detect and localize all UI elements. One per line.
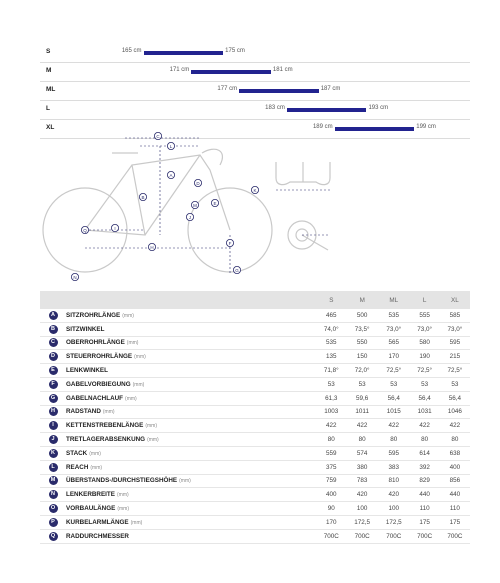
row-letter-badge: O <box>49 504 58 513</box>
diagram-marker-label: B <box>141 194 145 200</box>
table-cell: 700C <box>440 529 470 543</box>
row-letter-cell <box>40 309 66 322</box>
diagram-marker-label: I <box>114 225 116 231</box>
row-letter-badge: H <box>49 407 58 416</box>
row-label: TRETLAGERABSENKUNG <box>66 436 146 444</box>
diagram-marker-label: H <box>150 244 154 250</box>
row-unit: (mm) <box>125 395 137 402</box>
table-row <box>40 433 470 447</box>
table-cell: 559 <box>316 446 346 460</box>
row-letter-badge: C <box>49 338 58 347</box>
table-cell: 80 <box>440 433 470 447</box>
row-letter-cell <box>40 322 66 336</box>
row-label: GABELNACHLAUF <box>66 394 124 402</box>
size-max-height: 187 cm <box>320 86 341 92</box>
table-cell: 440 <box>440 488 470 502</box>
table-cell: 53 <box>378 377 410 391</box>
table-row <box>40 322 470 336</box>
row-letter-badge: D <box>49 352 58 361</box>
handlebar-diagram <box>268 150 338 195</box>
row-letter-badge: A <box>49 311 58 320</box>
table-cell: 783 <box>346 474 378 488</box>
diagram-marker-label: N <box>73 274 77 280</box>
row-label-cell <box>66 377 316 391</box>
table-cell: 73,0° <box>440 322 470 336</box>
table-cell: 61,3 <box>316 391 346 405</box>
table-cell: 56,4 <box>440 391 470 405</box>
row-letter-cell <box>40 433 66 447</box>
table-row <box>40 350 470 364</box>
table-cell: 190 <box>410 350 440 364</box>
size-min-height: 189 cm <box>312 124 333 130</box>
row-label: STACK <box>66 449 88 457</box>
table-cell: 72,5° <box>440 364 470 378</box>
row-label: OBERROHRLÄNGE <box>66 339 125 347</box>
table-cell: 80 <box>316 433 346 447</box>
row-label: REACH <box>66 463 89 471</box>
size-min-height: 183 cm <box>265 105 285 111</box>
table-cell: 80 <box>346 433 378 447</box>
table-cell: 1003 <box>316 405 346 419</box>
size-range-bar <box>191 70 271 74</box>
table-row <box>40 377 470 391</box>
size-max-height: 181 cm <box>272 67 293 73</box>
table-cell: 71,8° <box>316 364 346 378</box>
row-letter-badge: K <box>49 449 58 458</box>
row-unit: (mm) <box>132 381 145 388</box>
row-letter-badge: M <box>49 476 58 485</box>
row-letter-cell <box>40 364 66 378</box>
table-cell: 80 <box>378 433 410 447</box>
table-row <box>40 488 470 502</box>
table-row <box>40 391 470 405</box>
diagram-marker-label: J <box>188 214 192 220</box>
table-cell: 422 <box>316 419 346 433</box>
row-unit: (mm) <box>145 423 157 430</box>
bike-geometry-diagram <box>40 125 280 285</box>
table-cell: 440 <box>410 488 440 502</box>
table-cell: 383 <box>378 460 410 474</box>
diagram-marker-label: F <box>228 240 232 246</box>
table-cell: 595 <box>378 446 410 460</box>
size-label: M <box>46 67 52 74</box>
row-unit: (mm) <box>126 340 139 347</box>
table-cell: 422 <box>346 419 378 433</box>
row-label-cell <box>66 529 316 543</box>
row-unit: (mm) <box>90 464 103 471</box>
table-cell: 72,0° <box>346 364 378 378</box>
table-cell: 73,0° <box>410 322 440 336</box>
frame <box>85 155 230 235</box>
table-row <box>40 502 470 516</box>
size-row <box>40 82 470 101</box>
row-unit: (mm) <box>134 354 146 361</box>
table-cell: 400 <box>316 488 346 502</box>
table-cell: 150 <box>346 350 378 364</box>
row-letter-cell <box>40 350 66 364</box>
row-unit: (mm) <box>179 478 191 485</box>
table-cell: 422 <box>410 419 440 433</box>
row-label-cell <box>66 433 316 447</box>
row-letter-cell <box>40 377 66 391</box>
table-cell: 638 <box>440 446 470 460</box>
row-label: SITZWINKEL <box>66 325 105 333</box>
table-cell: 90 <box>316 502 346 516</box>
row-unit: (mm) <box>89 450 101 457</box>
size-range-bar <box>239 89 319 93</box>
row-label-cell <box>66 502 316 516</box>
row-label: LENKERBREITE <box>66 491 115 499</box>
table-cell: 53 <box>316 377 346 391</box>
row-letter-badge: I <box>49 421 58 430</box>
row-label: VORBAULÄNGE <box>66 505 116 513</box>
row-label-cell <box>66 419 316 433</box>
table-row <box>40 336 470 350</box>
table-cell: 555 <box>410 309 440 322</box>
table-cell: 829 <box>410 474 440 488</box>
table-header-blank <box>66 291 316 309</box>
table-cell: 72,5° <box>410 364 440 378</box>
diagram-marker-label: A <box>169 172 173 178</box>
table-cell: 420 <box>378 488 410 502</box>
table-header-size: M <box>346 291 378 309</box>
table-cell: 422 <box>378 419 410 433</box>
row-letter-cell <box>40 405 66 419</box>
table-cell: 53 <box>410 377 440 391</box>
row-letter-cell <box>40 502 66 516</box>
row-label-cell <box>66 391 316 405</box>
table-cell: 72,5° <box>378 364 410 378</box>
table-cell: 56,4 <box>378 391 410 405</box>
row-label-cell <box>66 309 316 322</box>
diagram-marker-label: K <box>253 187 257 193</box>
size-label: XL <box>46 124 55 131</box>
row-label-cell <box>66 405 316 419</box>
table-header-size: ML <box>378 291 410 309</box>
table-cell: 80 <box>410 433 440 447</box>
table-cell: 375 <box>316 460 346 474</box>
row-label: KETTENSTREBENLÄNGE <box>66 422 144 430</box>
row-label: RADDURCHMESSER <box>66 532 129 540</box>
table-cell: 550 <box>346 336 378 350</box>
table-cell: 700C <box>346 529 378 543</box>
row-unit: (mm) <box>130 519 143 526</box>
table-cell: 1011 <box>346 405 378 419</box>
table-cell: 380 <box>346 460 378 474</box>
row-letter-badge: Q <box>49 532 58 541</box>
row-letter-cell <box>40 336 66 350</box>
row-letter-badge: E <box>49 366 58 375</box>
row-letter-badge: J <box>49 435 58 444</box>
row-unit: (mm) <box>122 312 134 319</box>
row-letter-badge: N <box>49 490 58 499</box>
size-range-bar <box>287 108 367 112</box>
row-label-cell <box>66 336 316 350</box>
row-label: LENKWINKEL <box>66 367 108 375</box>
table-cell: 574 <box>346 446 378 460</box>
table-cell: 565 <box>378 336 410 350</box>
size-min-height: 177 cm <box>217 86 238 92</box>
table-cell: 1015 <box>378 405 410 419</box>
size-range-bar <box>335 127 415 131</box>
row-label-cell <box>66 515 316 529</box>
size-max-height: 175 cm <box>225 48 245 54</box>
table-cell: 110 <box>440 502 470 516</box>
row-unit: (mm) <box>117 506 129 513</box>
table-row <box>40 364 470 378</box>
table-cell: 100 <box>378 502 410 516</box>
diagram-marker-label: M <box>193 202 197 208</box>
size-max-height: 199 cm <box>416 124 436 130</box>
row-label-cell <box>66 350 316 364</box>
table-cell: 170 <box>316 515 346 529</box>
row-unit: (mm) <box>102 409 115 416</box>
diagram-marker-label: L <box>169 143 173 149</box>
table-cell: 759 <box>316 474 346 488</box>
table-header-size: XL <box>440 291 470 309</box>
table-cell: 1031 <box>410 405 440 419</box>
row-label-cell <box>66 488 316 502</box>
table-cell: 110 <box>410 502 440 516</box>
size-row <box>40 63 470 82</box>
table-cell: 500 <box>346 309 378 322</box>
geometry-table <box>40 291 470 544</box>
row-label-cell <box>66 460 316 474</box>
row-letter-badge: G <box>49 394 58 403</box>
table-cell: 465 <box>316 309 346 322</box>
size-min-height: 165 cm <box>121 48 142 54</box>
table-cell: 175 <box>440 515 470 529</box>
table-cell: 215 <box>440 350 470 364</box>
table-row <box>40 474 470 488</box>
table-cell: 614 <box>410 446 440 460</box>
table-cell: 585 <box>440 309 470 322</box>
row-letter-cell <box>40 391 66 405</box>
table-cell: 1046 <box>440 405 470 419</box>
row-letter-cell <box>40 419 66 433</box>
row-letter-cell <box>40 446 66 460</box>
diagram-marker-label: E <box>213 200 217 206</box>
table-row <box>40 460 470 474</box>
table-row <box>40 405 470 419</box>
table-cell: 810 <box>378 474 410 488</box>
size-label: S <box>46 48 51 55</box>
row-unit: (mm) <box>116 492 129 499</box>
row-letter-cell <box>40 474 66 488</box>
table-cell: 580 <box>410 336 440 350</box>
row-letter-badge: P <box>49 518 58 527</box>
size-range-bar <box>144 51 224 55</box>
row-letter-cell <box>40 488 66 502</box>
row-letter-badge: B <box>49 325 58 334</box>
size-row <box>40 44 470 63</box>
table-cell: 73,5° <box>346 322 378 336</box>
row-label: GABELVORBIEGUNG <box>66 380 131 388</box>
table-row <box>40 529 470 543</box>
row-label-cell <box>66 364 316 378</box>
table-cell: 392 <box>410 460 440 474</box>
table-cell: 420 <box>346 488 378 502</box>
table-cell: 700C <box>410 529 440 543</box>
diagram-marker-label: Q <box>83 227 87 233</box>
row-letter-badge: F <box>49 380 58 389</box>
table-cell: 400 <box>440 460 470 474</box>
table-header-row <box>40 291 470 309</box>
row-letter-cell <box>40 460 66 474</box>
row-label-cell <box>66 322 316 336</box>
table-cell: 59,6 <box>346 391 378 405</box>
row-label: RADSTAND <box>66 408 101 416</box>
row-letter-cell <box>40 515 66 529</box>
table-cell: 100 <box>346 502 378 516</box>
size-label: ML <box>46 86 56 93</box>
table-row <box>40 515 470 529</box>
table-cell: 53 <box>346 377 378 391</box>
table-cell: 535 <box>378 309 410 322</box>
size-min-height: 171 cm <box>169 67 190 73</box>
table-cell: 175 <box>410 515 440 529</box>
table-cell: 856 <box>440 474 470 488</box>
row-label-cell <box>66 446 316 460</box>
row-label-cell <box>66 474 316 488</box>
row-label: KURBELARMLÄNGE <box>66 518 129 526</box>
table-row <box>40 419 470 433</box>
size-label: L <box>46 105 50 112</box>
table-row <box>40 309 470 322</box>
row-label: ÜBERSTANDS-/DURCHSTIEGSHÖHE <box>66 477 178 485</box>
table-cell: 170 <box>378 350 410 364</box>
table-cell: 172,5 <box>378 515 410 529</box>
diagram-marker-label: C <box>156 133 160 139</box>
row-letter-badge: L <box>49 463 58 472</box>
table-header-size: L <box>410 291 440 309</box>
table-header-blank <box>40 291 66 309</box>
row-letter-cell <box>40 529 66 543</box>
table-cell: 700C <box>378 529 410 543</box>
table-cell: 172,5 <box>346 515 378 529</box>
row-label: SITZROHRLÄNGE <box>66 311 121 319</box>
size-max-height: 193 cm <box>368 105 389 111</box>
diagram-marker-label: D <box>196 180 200 186</box>
table-cell: 422 <box>440 419 470 433</box>
diagram-marker-label: G <box>235 267 239 273</box>
table-row <box>40 446 470 460</box>
size-row <box>40 101 470 120</box>
table-cell: 700C <box>316 529 346 543</box>
table-cell: 135 <box>316 350 346 364</box>
table-header-size: S <box>316 291 346 309</box>
table-cell: 74,0° <box>316 322 346 336</box>
table-cell: 595 <box>440 336 470 350</box>
table-cell: 53 <box>440 377 470 391</box>
table-cell: 56,4 <box>410 391 440 405</box>
row-unit: (mm) <box>147 437 159 444</box>
row-label: STEUERROHRLÄNGE <box>66 353 133 361</box>
table-cell: 73,0° <box>378 322 410 336</box>
table-cell: 535 <box>316 336 346 350</box>
crankset-diagram <box>280 205 340 260</box>
